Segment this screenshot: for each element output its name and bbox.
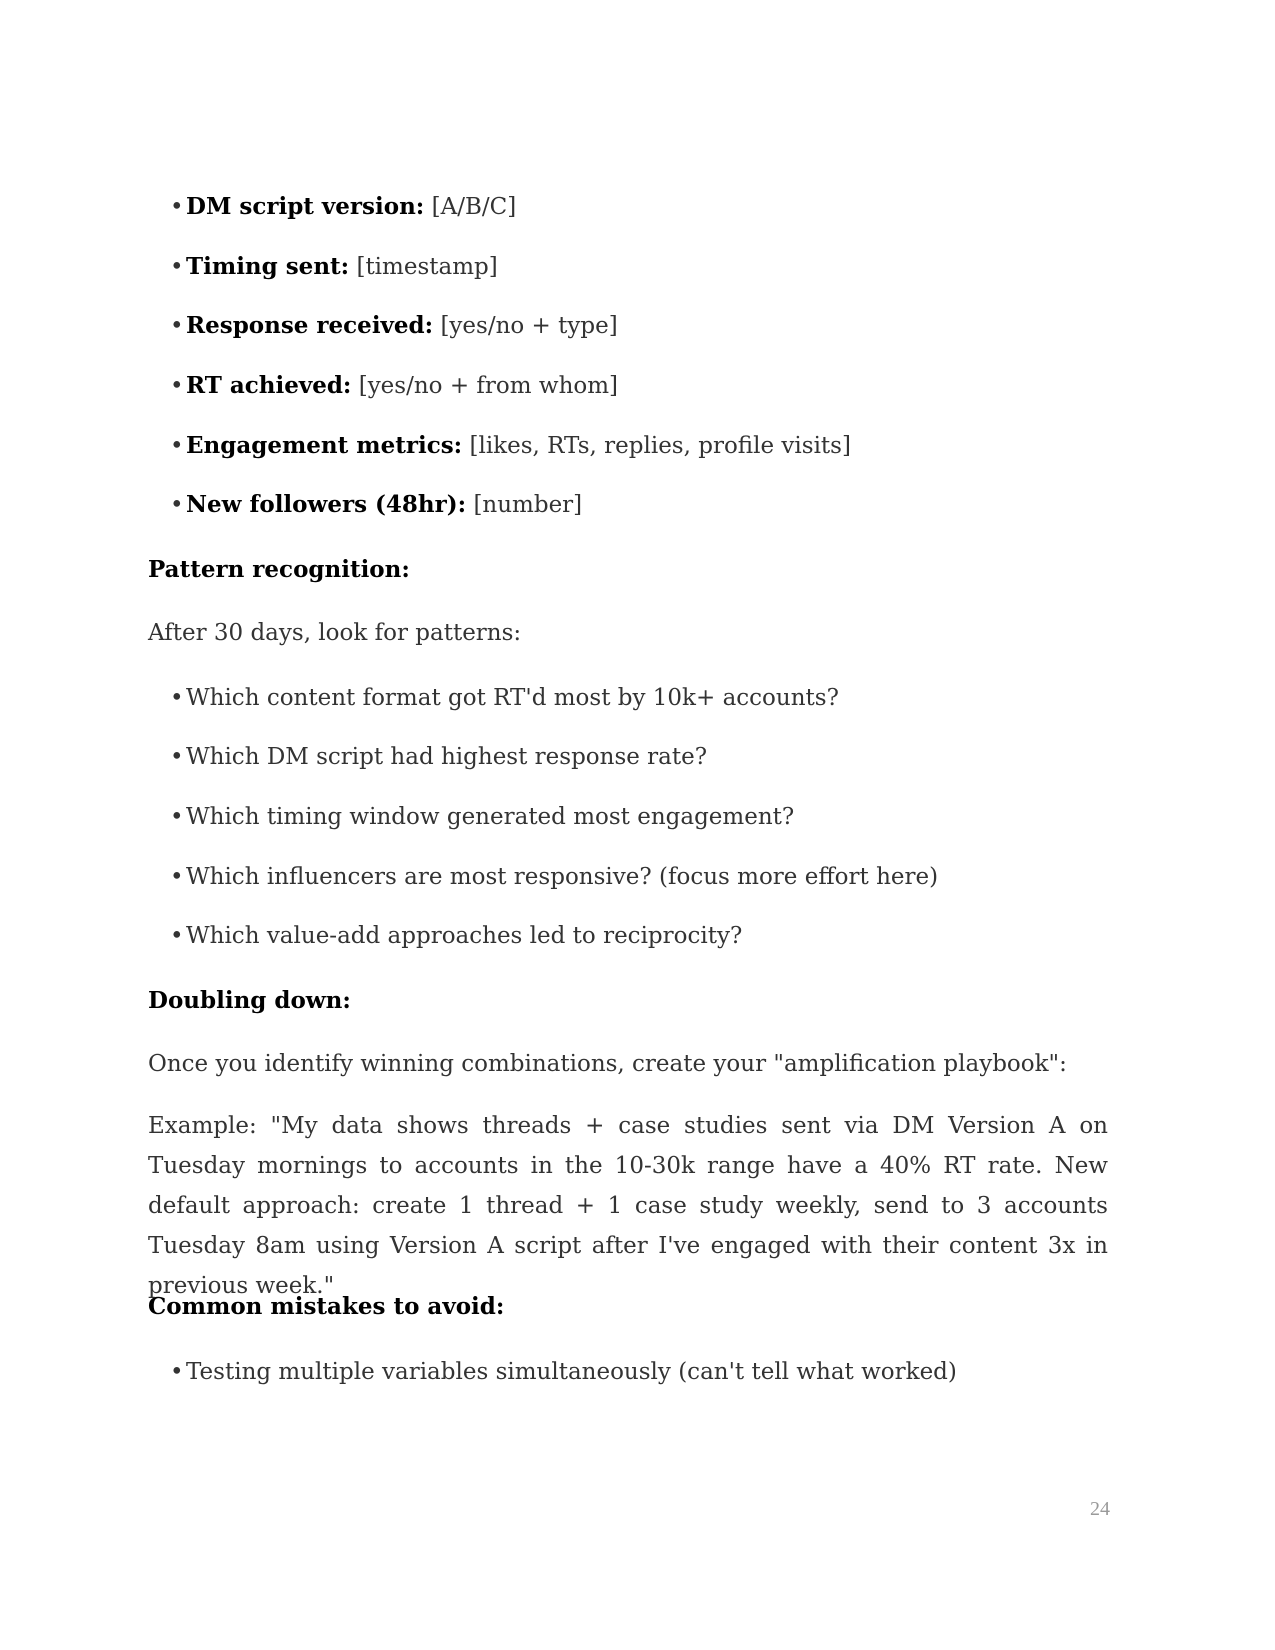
bullet-icon: •	[170, 804, 184, 830]
bullet-icon: •	[170, 433, 184, 459]
section-heading-common-mistakes: Common mistakes to avoid:	[148, 1293, 505, 1320]
bullet-icon: •	[170, 313, 184, 339]
mistake-item: • Testing multiple variables simultaneously (can't tell what worked)	[170, 1352, 1130, 1392]
field-label: DM script version:	[186, 193, 425, 220]
bullet-icon: •	[170, 923, 184, 949]
pattern-item: • Which content format got RT'd most by 10k+ accounts?	[170, 678, 1130, 718]
field-value: [yes/no + type]	[440, 313, 618, 339]
bullet-icon: •	[170, 194, 184, 220]
tracking-field-item	[170, 426, 1130, 466]
bullet-icon: •	[170, 373, 184, 399]
tracking-field-item	[170, 247, 1130, 287]
field-label: Response received:	[186, 312, 434, 339]
field-value: [likes, RTs, replies, profile visits]	[469, 433, 851, 459]
bullet-icon: •	[170, 254, 184, 280]
doubling-down-intro: Once you identify winning combinations, create your "amplification playbook":	[148, 1051, 1067, 1077]
tracking-field-item	[170, 485, 1130, 525]
field-label: Engagement metrics:	[186, 432, 463, 459]
tracking-field-item	[170, 366, 1130, 406]
pattern-item: • Which timing window generated most engagement?	[170, 797, 1130, 837]
bullet-icon: •	[170, 1359, 184, 1385]
field-label: New followers (48hr):	[186, 491, 467, 518]
bullet-icon: •	[170, 744, 184, 770]
field-value: [number]	[473, 492, 583, 518]
pattern-intro: After 30 days, look for patterns:	[148, 620, 522, 646]
page-number: 24	[1090, 1498, 1110, 1520]
bullet-icon: •	[170, 492, 184, 518]
pattern-item: • Which value-add approaches led to reciprocity?	[170, 916, 1130, 956]
field-label: Timing sent:	[186, 253, 350, 280]
tracking-field-item	[170, 306, 1130, 346]
section-heading-doubling-down: Doubling down:	[148, 987, 351, 1014]
doubling-down-example: Example: "My data shows threads + case studies sent via DM Version A on Tuesday mornings to accounts in the 10-30k range have a 40% RT rate. New default approach: create 1 thread + 1 case study weekly, send to 3 accounts Tuesday 8am using Version A script after I've engaged with their content 3x in previous week."	[148, 1113, 1108, 1299]
pattern-item: • Which DM script had highest response rate?	[170, 737, 1130, 777]
field-label: RT achieved:	[186, 372, 352, 399]
pattern-item: • Which influencers are most responsive? (focus more effort here)	[170, 857, 1130, 897]
bullet-icon: •	[170, 864, 184, 890]
field-value: [A/B/C]	[431, 194, 517, 220]
section-heading-pattern-recognition: Pattern recognition:	[148, 556, 410, 583]
tracking-field-item	[170, 187, 1130, 227]
bullet-icon: •	[170, 685, 184, 711]
field-value: [timestamp]	[356, 254, 498, 280]
field-value: [yes/no + from whom]	[358, 373, 619, 399]
